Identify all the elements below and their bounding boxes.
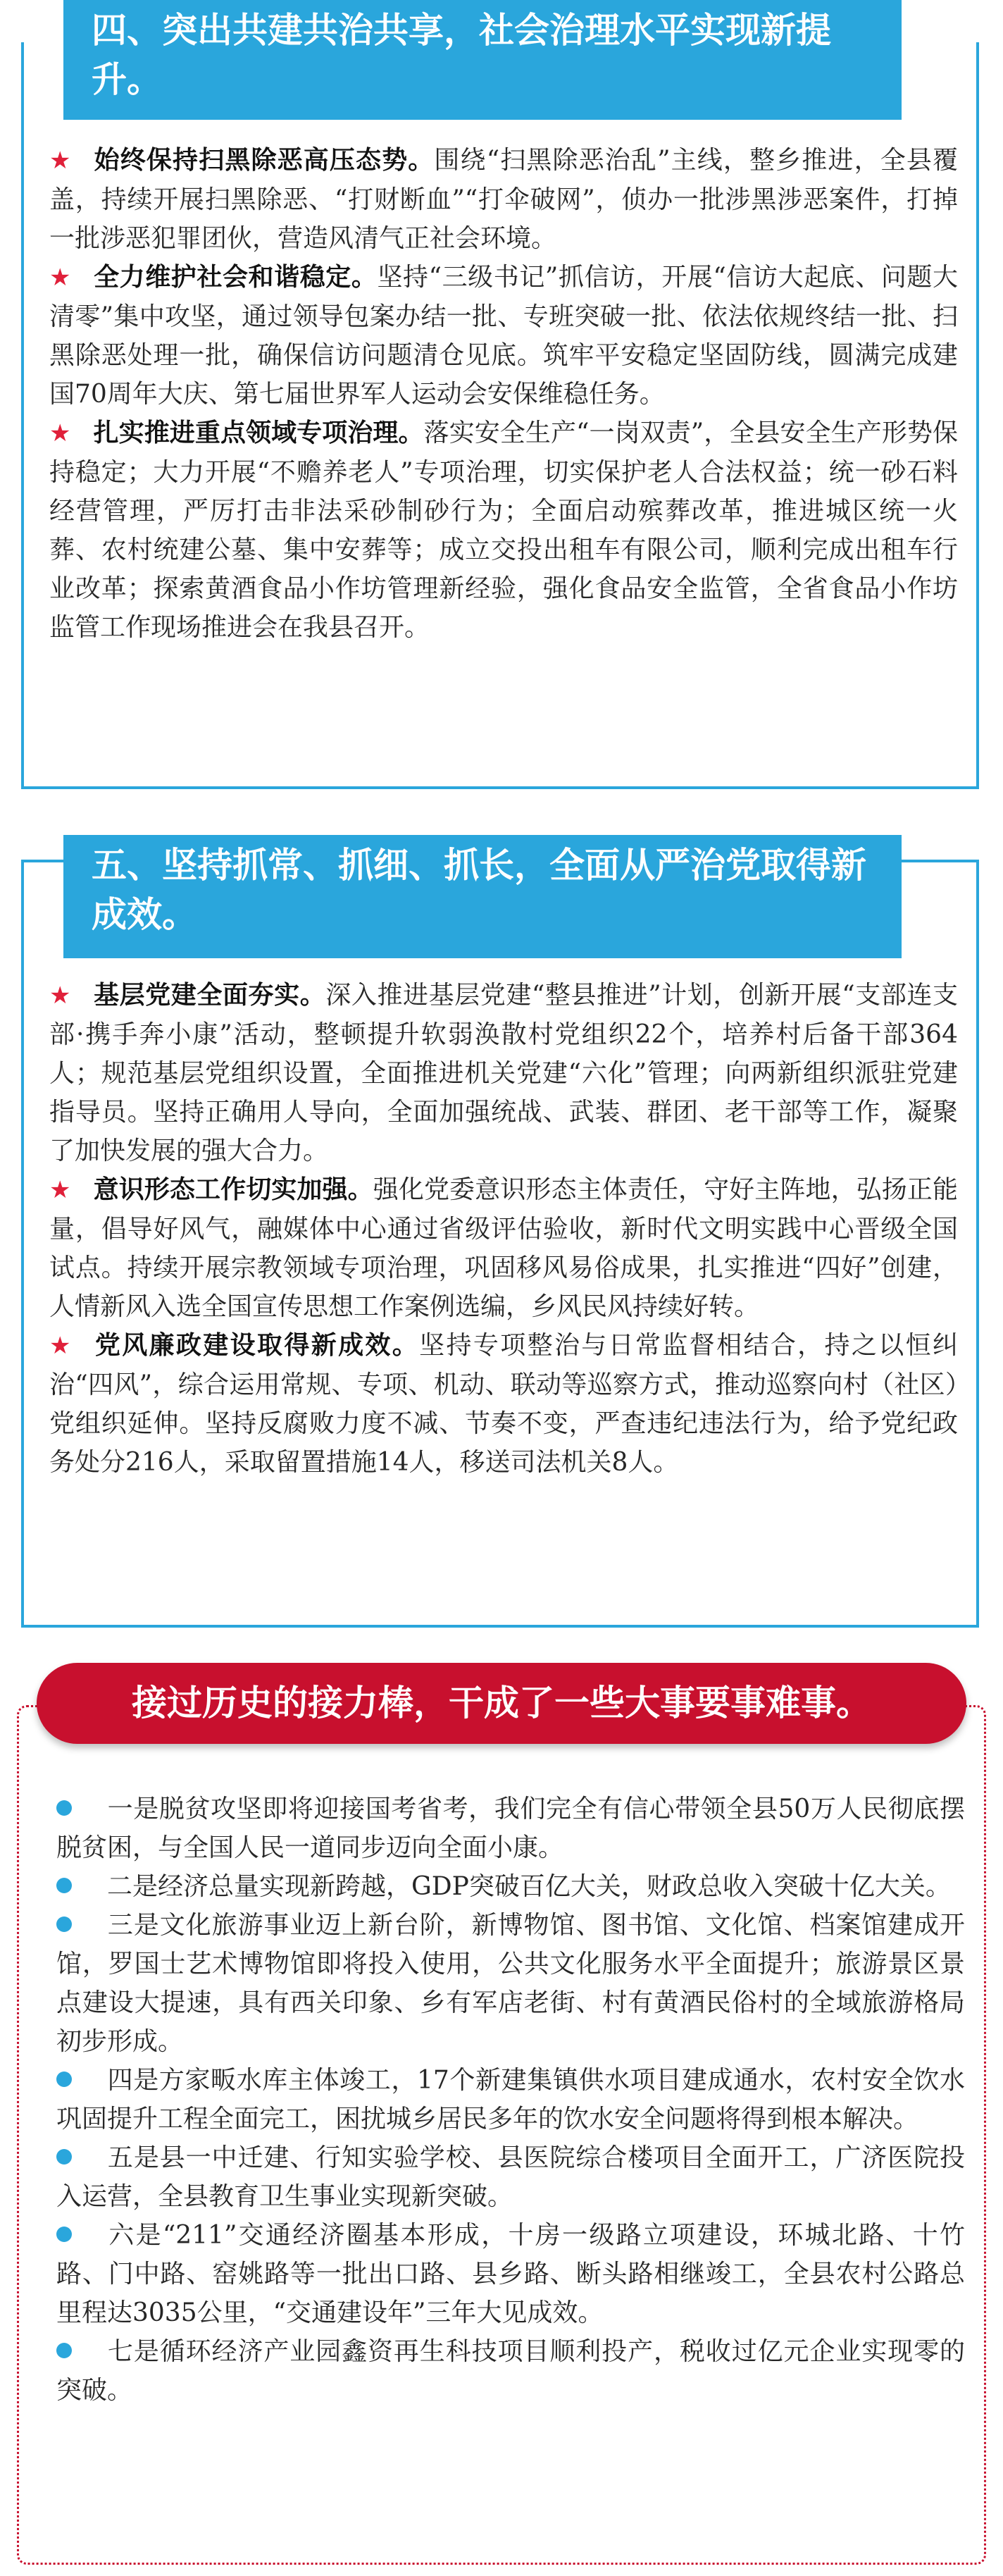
section5-item: ★ 意识形态工作切实加强。强化党委意识形态主体责任，守好主阵地，弘扬正能量，倡导好风气，融媒体中心通过省级评估验收，新时代文明实践中心晋级全国试点。持续开展宗教领域专项治理，巩固移风易俗成果，扎实推进“四好”创建，人情新风入选全国宣传思想工作案例选编，乡风民风持续好转。 <box>49 1175 958 1321</box>
bullet-dot-icon <box>56 2343 72 2358</box>
section4-content <box>49 141 958 647</box>
section4-item: ★ 全力维护社会和谐稳定。坚持“三级书记”抓信访，开展“信访大起底、问题大清零”集中攻坚，通过领导包案办结一批、专班突破一批、依法依规终结一批、扫黑除恶处理一批，确保信访问题清仓见底。筑牢平安稳定坚固防线，圆满完成建国70周年大庆、第七届世界军人运动会安保维稳任务。 <box>49 263 958 409</box>
achievement-item: 三是文化旅游事业迈上新台阶，新博物馆、图书馆、文化馆、档案馆建成开馆，罗国士艺术博物馆即将投入使用，公共文化服务水平全面提升；旅游景区景点建设大提速，具有西关印象、乡有军店老街、村有黄酒民俗村的全域旅游格局初步形成。 <box>56 1911 965 2056</box>
section5-item: ★ 党风廉政建设取得新成效。坚持专项整治与日常监督相结合，持之以恒纠治“四风”，综合运用常规、专项、机动、联动等巡察方式，推动巡察向村（社区）党组织延伸。坚持反腐败力度不减、节奏不变，严查违纪违法行为，给予党纪政务处分216人，采取留置措施14人，移送司法机关8人。 <box>49 1331 958 1477</box>
section5-item: ★ 基层党建全面夯实。深入推进基层党建“整县推进”计划，创新开展“支部连支部·携手奔小康”活动，整顿提升软弱涣散村党组织22个，培养村后备干部364人；规范基层党组织设置，全面推进机关党建“六化”管理；向两新组织派驻党建指导员。坚持正确用人导向，全面加强统战、武装、群团、老干部等工作，凝聚了加快发展的强大合力。 <box>49 981 958 1165</box>
star-icon: ★ <box>49 419 71 447</box>
section5-title: 五、坚持抓常、抓细、抓长，全面从严治党取得新成效。 <box>63 835 902 958</box>
achievements-title: 接过历史的接力棒，干成了一些大事要事难事。 <box>37 1663 966 1744</box>
bullet-dot-icon <box>56 2227 72 2242</box>
achievement-item: 六是“211”交通经济圈基本形成，十房一级路立项建设，环城北路、十竹路、门中路、窑姚路等一批出口路、县乡路、断头路相继竣工，全县农村公路总里程达3035公里，“交通建设年”三年大见成效。 <box>56 2221 965 2327</box>
bullet-dot-icon <box>56 2072 72 2087</box>
star-icon: ★ <box>49 1332 73 1360</box>
bullet-dot-icon <box>56 1800 72 1816</box>
achievement-item: 七是循环经济产业园鑫资再生科技项目顺利投产，税收过亿元企业实现零的突破。 <box>56 2337 965 2405</box>
achievement-item: 二是经济总量实现新跨越，GDP突破百亿大关，财政总收入突破十亿大关。 <box>56 1867 965 1906</box>
section4-item: ★ 扎实推进重点领域专项治理。落实安全生产“一岗双责”，全县安全生产形势保持稳定；大力开展“不赡养老人”专项治理，切实保护老人合法权益；统一砂石料经营管理，严厉打击非法采砂制砂行为；全面启动殡葬改革，推进城区统一火葬、农村统建公墓、集中安葬等；成立交投出租车有限公司，顺利完成出租车行业改革；探索黄酒食品小作坊管理新经验，强化食品安全监管，全省食品小作坊监管工作现场推进会在我县召开。 <box>49 419 958 642</box>
bullet-dot-icon <box>56 2149 72 2165</box>
star-icon: ★ <box>49 982 72 1010</box>
achievements-content <box>56 1790 965 2410</box>
star-icon: ★ <box>49 1176 71 1204</box>
star-icon: ★ <box>49 147 72 175</box>
bullet-dot-icon <box>56 1878 72 1893</box>
section4-title: 四、突出共建共治共享，社会治理水平实现新提升。 <box>63 0 902 120</box>
section4-item: ★ 始终保持扫黑除恶高压态势。围绕“扫黑除恶治乱”主线，整乡推进，全县覆盖，持续开展扫黑除恶、“打财断血”“打伞破网”，侦办一批涉黑涉恶案件，打掉一批涉恶犯罪团伙，营造风清气正社会环境。 <box>49 146 958 253</box>
star-icon: ★ <box>49 264 72 292</box>
achievement-item: 五是县一中迁建、行知实验学校、县医院综合楼项目全面开工，广济医院投入运营，全县教育卫生事业实现新突破。 <box>56 2143 965 2211</box>
section5-content <box>49 976 958 1482</box>
achievement-item: 四是方家畈水库主体竣工，17个新建集镇供水项目建成通水，农村安全饮水巩固提升工程全面完工，困扰城乡居民多年的饮水安全问题将得到根本解决。 <box>56 2066 965 2134</box>
achievement-item: 一是脱贫攻坚即将迎接国考省考，我们完全有信心带领全县50万人民彻底摆脱贫困，与全国人民一道同步迈向全面小康。 <box>56 1795 965 1862</box>
bullet-dot-icon <box>56 1916 72 1932</box>
